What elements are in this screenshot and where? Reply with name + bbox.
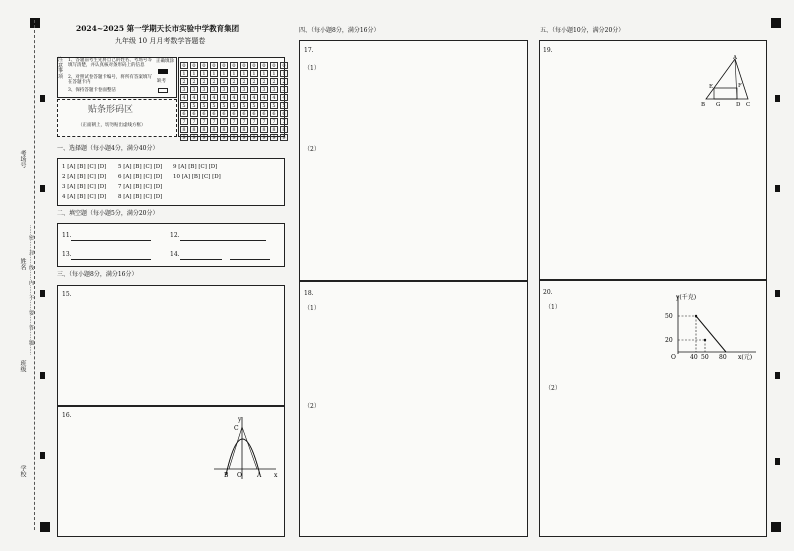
digit-bubble[interactable]: 5 (260, 102, 268, 109)
q14-answer-b[interactable] (230, 259, 270, 260)
digit-bubble[interactable]: 6 (260, 110, 268, 117)
choice-question[interactable]: 8 [A] [B] [C] [D] (118, 194, 163, 200)
digit-bubble[interactable]: 6 (200, 110, 208, 117)
digit-bubble[interactable]: 9 (270, 134, 278, 141)
digit-bubble[interactable]: 8 (260, 126, 268, 133)
absent-label: 缺考 (157, 79, 166, 84)
fig19-g: G (716, 102, 721, 108)
registration-mark (30, 18, 40, 28)
digit-bubble[interactable]: 6 (210, 110, 218, 117)
digit-bubble[interactable]: 2 (260, 78, 268, 85)
q15-label: 15. (62, 291, 72, 298)
choice-question[interactable]: 5 [A] [B] [C] [D] (118, 164, 163, 170)
digit-bubble[interactable]: 1 (220, 70, 228, 77)
notice-head: 注意事项 (58, 57, 64, 80)
digit-bubble[interactable]: 1 (270, 70, 278, 77)
digit-bubble[interactable]: 2 (180, 78, 188, 85)
digit-bubble[interactable]: 8 (180, 126, 188, 133)
section-4-title: 四、（每小题8分，满分16分） (299, 27, 380, 34)
fig16-b: B (224, 472, 229, 479)
q14-label: 14. (170, 251, 180, 258)
section-5-title: 五、（每小题10分，满分20分） (540, 27, 625, 34)
digit-bubble[interactable]: 4 (260, 94, 268, 101)
q13-answer[interactable] (71, 259, 151, 260)
timing-mark (775, 372, 780, 379)
digit-bubble[interactable]: 0 (240, 62, 248, 69)
q15-answer-box[interactable] (57, 285, 285, 406)
digit-bubble[interactable]: 5 (270, 102, 278, 109)
q20-label: 20. (543, 289, 553, 296)
fig20-x80: 80 (719, 354, 727, 361)
digit-bubble[interactable]: 8 (270, 126, 278, 133)
q17-part1: （1） (304, 65, 320, 72)
registration-mark (771, 522, 781, 532)
fig19-b: B (701, 102, 706, 108)
fig20-ylabel: y(千克) (676, 294, 697, 301)
fig16-o: O (237, 472, 242, 479)
digit-bubble[interactable]: 9 (240, 134, 248, 141)
q11-label: 11. (62, 232, 72, 239)
notice-item: 1、答题前考生先将自己的姓名、考场号等填写清楚，并认真核对条形码上的信息 (68, 58, 152, 68)
digit-bubble[interactable]: 9 (200, 134, 208, 141)
fig16-a: A (257, 472, 262, 479)
timing-mark (40, 372, 45, 379)
q17-label: 17. (304, 47, 314, 54)
q18-part1: （1） (304, 305, 320, 312)
digit-bubble[interactable]: 8 (190, 126, 198, 133)
digit-bubble[interactable]: 5 (180, 102, 188, 109)
digit-bubble[interactable]: 3 (250, 86, 258, 93)
digit-bubble[interactable]: 8 (220, 126, 228, 133)
choice-question[interactable]: 7 [A] [B] [C] [D] (118, 184, 163, 190)
section-3-title: 三、（每小题8分，满分16分） (57, 271, 138, 278)
digit-bubble[interactable]: 7 (230, 118, 238, 125)
digit-bubble[interactable]: 1 (200, 70, 208, 77)
digit-bubble[interactable]: 0 (260, 62, 268, 69)
digit-bubble[interactable]: 2 (270, 78, 278, 85)
digit-bubble[interactable]: 3 (180, 86, 188, 93)
rectangle-defg (714, 88, 737, 99)
barcode-label: 贴条形码区 (88, 105, 134, 115)
digit-bubble[interactable]: 9 (280, 134, 288, 141)
digit-bubble[interactable]: 8 (250, 126, 258, 133)
digit-bubble[interactable]: 7 (240, 118, 248, 125)
page-title: 2024~2025 第一学期天长市实验中学教育集团 (76, 24, 240, 33)
choice-question[interactable]: 6 [A] [B] [C] [D] (118, 174, 163, 180)
digit-bubble[interactable]: 2 (250, 78, 258, 85)
segment-cb (229, 427, 242, 469)
digit-bubble[interactable]: 2 (220, 78, 228, 85)
fig19-d: D (736, 102, 741, 108)
digit-bubble[interactable]: 0 (250, 62, 258, 69)
digit-bubble[interactable]: 7 (180, 118, 188, 125)
q20-part1: （1） (545, 304, 561, 311)
timing-mark (40, 185, 45, 192)
digit-bubble[interactable]: 1 (230, 70, 238, 77)
digit-bubble[interactable]: 2 (230, 78, 238, 85)
digit-bubble[interactable]: 2 (190, 78, 198, 85)
digit-bubble[interactable]: 5 (210, 102, 218, 109)
digit-bubble[interactable]: 0 (270, 62, 278, 69)
sales-line (696, 316, 726, 352)
digit-bubble[interactable]: 9 (210, 134, 218, 141)
digit-bubble[interactable]: 6 (190, 110, 198, 117)
digit-bubble[interactable]: 6 (240, 110, 248, 117)
fig16-c: C (234, 425, 239, 432)
q19-triangle-figure (700, 53, 756, 109)
digit-bubble[interactable]: 0 (230, 62, 238, 69)
digit-bubble[interactable]: 3 (260, 86, 268, 93)
correct-fill-label: 正确填涂 (156, 59, 174, 64)
digit-bubble[interactable]: 5 (250, 102, 258, 109)
segment-ca (242, 427, 257, 469)
digit-bubble[interactable]: 3 (220, 86, 228, 93)
digit-bubble[interactable]: 1 (210, 70, 218, 77)
digit-bubble[interactable]: 1 (260, 70, 268, 77)
q13-label: 13. (62, 251, 72, 258)
digit-bubble[interactable]: 4 (210, 94, 218, 101)
digit-bubble[interactable]: 9 (230, 134, 238, 141)
digit-bubble[interactable]: 4 (180, 94, 188, 101)
timing-mark (775, 185, 780, 192)
digit-bubble[interactable]: 1 (240, 70, 248, 77)
section-fill-title: 二、填空题（每小题5分，满分20分） (57, 210, 159, 217)
fig19-f: F (738, 83, 742, 89)
q19-label: 19. (543, 47, 553, 54)
digit-bubble[interactable]: 3 (210, 86, 218, 93)
correct-fill-sample (158, 69, 168, 74)
timing-mark (40, 452, 45, 459)
timing-mark (40, 290, 45, 297)
fig19-e: E (709, 84, 714, 90)
choice-question[interactable]: 10 [A] [B] [C] [D] (173, 174, 221, 180)
digit-bubble[interactable]: 8 (210, 126, 218, 133)
digit-bubble[interactable]: 2 (200, 78, 208, 85)
digit-bubble[interactable]: 7 (260, 118, 268, 125)
q18-label: 18. (304, 290, 314, 297)
digit-bubble[interactable]: 3 (240, 86, 248, 93)
section-choice-title: 一、选择题（每小题4分，满分40分） (57, 145, 159, 152)
digit-bubble[interactable]: 8 (230, 126, 238, 133)
digit-bubble[interactable]: 0 (200, 62, 208, 69)
digit-bubble[interactable]: 3 (280, 86, 288, 93)
fig20-y50: 50 (665, 313, 673, 320)
digit-bubble[interactable]: 5 (240, 102, 248, 109)
q16-parabola-figure (212, 413, 282, 483)
choice-question[interactable]: 9 [A] [B] [C] [D] (173, 164, 218, 170)
digit-bubble[interactable]: 4 (240, 94, 248, 101)
digit-bubble[interactable]: 8 (200, 126, 208, 133)
digit-bubble[interactable]: 4 (200, 94, 208, 101)
digit-bubble[interactable]: 9 (250, 134, 258, 141)
digit-bubble[interactable]: 0 (180, 62, 188, 69)
timing-mark (775, 458, 780, 465)
digit-bubble[interactable]: 7 (270, 118, 278, 125)
fig20-o: O (671, 354, 676, 361)
q20-graph-figure (660, 290, 760, 362)
timing-mark (40, 95, 45, 102)
fig16-y: y (238, 416, 242, 423)
name-label: 姓名 (19, 258, 26, 270)
digit-bubble[interactable]: 4 (190, 94, 198, 101)
q20-part2: （2） (545, 385, 561, 392)
parabola-curve (226, 439, 260, 475)
q16-label: 16. (62, 412, 72, 419)
timing-mark (775, 290, 780, 297)
digit-bubble[interactable]: 9 (260, 134, 268, 141)
fill-box (57, 223, 285, 267)
digit-bubble[interactable]: 4 (250, 94, 258, 101)
digit-bubble[interactable]: 8 (280, 126, 288, 133)
choice-question[interactable]: 4 [A] [B] [C] [D] (62, 194, 107, 200)
q12-label: 12. (170, 232, 180, 239)
notice-item: 2、对照试卷答题卡编号，将所有答案填写在答题卡内 (68, 75, 152, 85)
exam-room-label: 考场号 (19, 150, 26, 168)
fig16-x: x (274, 472, 278, 479)
digit-bubble[interactable]: 6 (180, 110, 188, 117)
digit-bubble[interactable]: 0 (190, 62, 198, 69)
digit-bubble[interactable]: 4 (270, 94, 278, 101)
digit-bubble[interactable]: 9 (180, 134, 188, 141)
barcode-hint: （正面朝上，切勿贴出虚线方框） (78, 123, 146, 128)
digit-bubble[interactable]: 1 (280, 70, 288, 77)
digit-bubble[interactable]: 4 (280, 94, 288, 101)
digit-bubble[interactable]: 7 (210, 118, 218, 125)
digit-bubble[interactable]: 7 (280, 118, 288, 125)
digit-bubble[interactable]: 1 (190, 70, 198, 77)
digit-bubble[interactable]: 4 (220, 94, 228, 101)
digit-bubble[interactable]: 1 (250, 70, 258, 77)
digit-bubble[interactable]: 0 (210, 62, 218, 69)
absent-checkbox[interactable] (158, 88, 168, 93)
q14-answer-a[interactable] (180, 259, 222, 260)
digit-bubble[interactable]: 6 (230, 110, 238, 117)
tear-line-text: ……密……封……线……内……不……要……答……题…… (28, 225, 34, 355)
digit-bubble[interactable]: 3 (270, 86, 278, 93)
page-subtitle: 九年级 10 月月考数学答题卷 (115, 37, 206, 45)
q17-part2: （2） (304, 146, 320, 153)
digit-bubble[interactable]: 6 (220, 110, 228, 117)
digit-bubble[interactable]: 5 (220, 102, 228, 109)
digit-bubble[interactable]: 7 (190, 118, 198, 125)
fig20-x50: 50 (701, 354, 709, 361)
digit-bubble[interactable]: 8 (240, 126, 248, 133)
digit-bubble[interactable]: 7 (250, 118, 258, 125)
exam-number-grid (180, 62, 289, 142)
q18-answer-box[interactable] (299, 281, 528, 537)
choice-question[interactable]: 2 [A] [B] [C] [D] (62, 174, 107, 180)
digit-bubble[interactable]: 7 (200, 118, 208, 125)
q17-answer-box[interactable] (299, 40, 528, 281)
q18-part2: （2） (304, 403, 320, 410)
digit-bubble[interactable]: 3 (190, 86, 198, 93)
digit-bubble[interactable]: 6 (270, 110, 278, 117)
digit-bubble[interactable]: 6 (280, 110, 288, 117)
digit-bubble[interactable]: 4 (230, 94, 238, 101)
digit-bubble[interactable]: 3 (200, 86, 208, 93)
digit-bubble[interactable]: 5 (200, 102, 208, 109)
registration-mark (40, 522, 50, 532)
choice-question[interactable]: 1 [A] [B] [C] [D] (62, 164, 107, 170)
digit-bubble[interactable]: 2 (210, 78, 218, 85)
digit-bubble[interactable]: 5 (190, 102, 198, 109)
digit-bubble[interactable]: 1 (180, 70, 188, 77)
digit-bubble[interactable]: 0 (220, 62, 228, 69)
fig20-xlabel: x(元) (738, 354, 753, 361)
fig20-x40: 40 (690, 354, 698, 361)
fig19-c: C (746, 102, 751, 108)
timing-mark (775, 95, 780, 102)
digit-bubble[interactable]: 3 (230, 86, 238, 93)
digit-bubble[interactable]: 5 (230, 102, 238, 109)
digit-bubble[interactable]: 7 (220, 118, 228, 125)
school-label: 学校 (19, 465, 26, 477)
digit-bubble[interactable]: 5 (280, 102, 288, 109)
registration-mark (771, 18, 781, 28)
notice-item: 3、保持答题卡卷面整洁 (68, 88, 116, 93)
digit-bubble[interactable]: 2 (280, 78, 288, 85)
digit-bubble[interactable]: 9 (190, 134, 198, 141)
class-label: 班级 (19, 360, 26, 372)
fig20-y20: 20 (665, 337, 673, 344)
triangle-abc (706, 59, 748, 99)
fig19-a: A (733, 55, 737, 61)
digit-bubble[interactable]: 2 (240, 78, 248, 85)
choice-question[interactable]: 3 [A] [B] [C] [D] (62, 184, 107, 190)
digit-bubble[interactable]: 0 (280, 62, 288, 69)
q11-answer[interactable] (71, 240, 151, 241)
digit-bubble[interactable]: 9 (220, 134, 228, 141)
q12-answer[interactable] (180, 240, 266, 241)
digit-bubble[interactable]: 6 (250, 110, 258, 117)
